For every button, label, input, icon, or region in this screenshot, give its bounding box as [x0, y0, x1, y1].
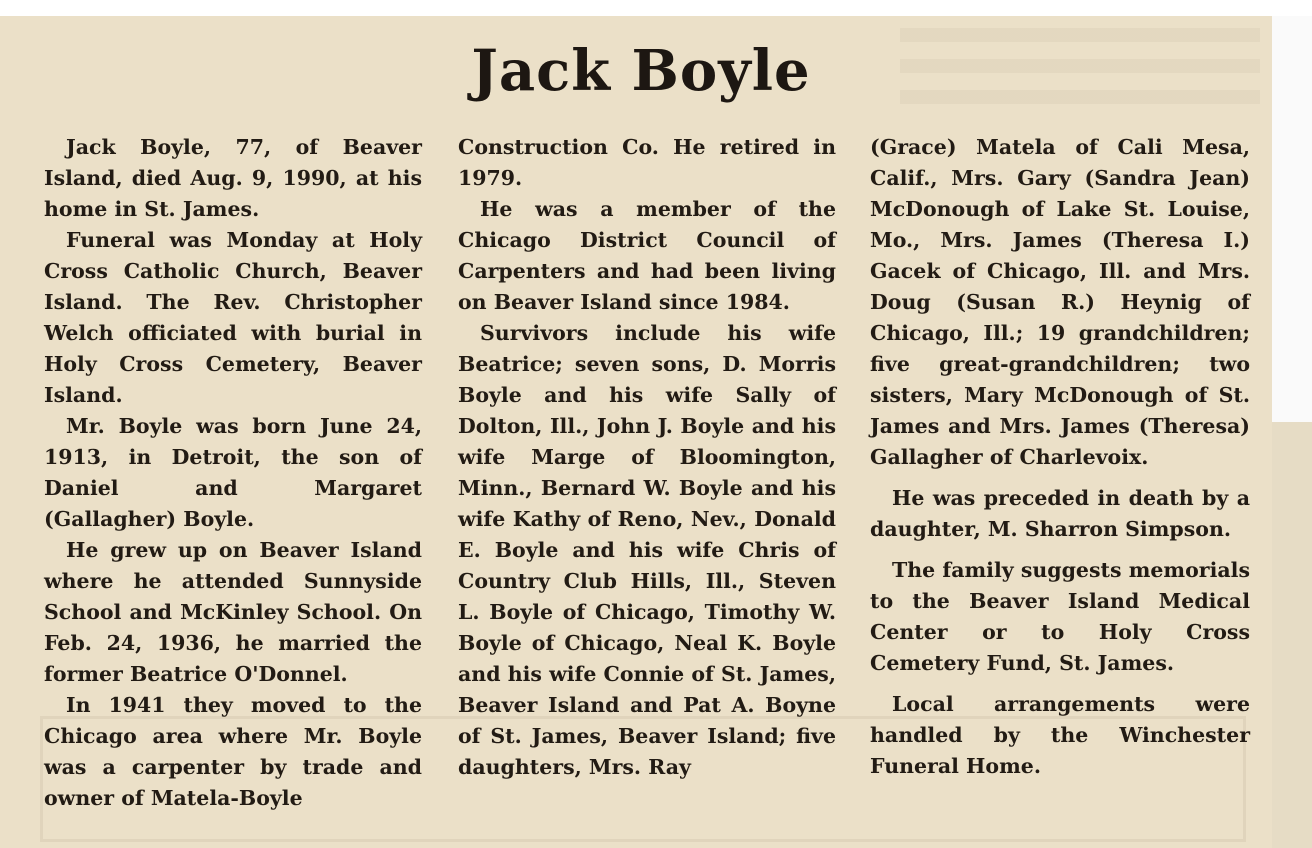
- obituary-headline: Jack Boyle: [471, 38, 811, 104]
- scan-margin: [1272, 16, 1312, 848]
- paragraph: The family suggests memorials to the Beaver Island Medical Center or to Holy Cross Cemetery Fund, St. James.: [870, 558, 1250, 675]
- paragraph: He grew up on Beaver Island where he attended Sunnyside School and McKinley School. On Feb. 24, 1936, he married the former Beatrice O'Donnel.: [44, 538, 422, 686]
- article-column-3: [870, 132, 1250, 782]
- paragraph: In 1941 they moved to the Chicago area where Mr. Boyle was a carpenter by trade and owner of Matela-Boyle: [44, 693, 422, 810]
- article-column-2: [458, 132, 836, 783]
- scan-margin-paper: [1272, 422, 1312, 848]
- paragraph: Funeral was Monday at Holy Cross Catholic Church, Beaver Island. The Rev. Christopher Welch officiated with burial in Holy Cross Cemetery, Beaver Island.: [44, 228, 422, 407]
- obituary-clipping: [0, 16, 1272, 848]
- paragraph: Local arrangements were handled by the Winchester Funeral Home.: [870, 692, 1250, 778]
- paragraph: He was a member of the Chicago District Council of Carpenters and had been living on Beaver Island since 1984.: [458, 197, 836, 314]
- paragraph: Mr. Boyle was born June 24, 1913, in Detroit, the son of Daniel and Margaret (Gallagher) Boyle.: [44, 414, 422, 531]
- paragraph: Construction Co. He retired in 1979.: [458, 135, 836, 190]
- paragraph: He was preceded in death by a daughter, M. Sharron Simpson.: [870, 486, 1250, 541]
- paragraph: Survivors include his wife Beatrice; seven sons, D. Morris Boyle and his wife Sally of Dolton, Ill., John J. Boyle and his wife Marge of Bloomington, Minn., Bernard W. Boyle and his wife Kathy of Reno, Nev., Donald E. Boyle and his wife Chris of Country Club Hills, Ill., Steven L. Boyle of Chicago, Timothy W. Boyle of Chicago, Neal K. Boyle and his wife Connie of St. James, Beaver Island and Pat A. Boyne of St. James, Beaver Island; five daughters, Mrs. Ray: [458, 321, 836, 779]
- paragraph: (Grace) Matela of Cali Mesa, Calif., Mrs. Gary (Sandra Jean) McDonough of Lake St. Louise, Mo., Mrs. James (Theresa I.) Gacek of Chicago, Ill. and Mrs. Doug (Susan R.) Heynig of Chicago, Ill.; 19 grandchildren; five great-grandchildren; two sisters, Mary McDonough of St. James and Mrs. James (Theresa) Gallagher of Charlevoix.: [870, 135, 1250, 469]
- paragraph: Jack Boyle, 77, of Beaver Island, died Aug. 9, 1990, at his home in St. James.: [44, 135, 422, 221]
- article-column-1: [44, 132, 422, 814]
